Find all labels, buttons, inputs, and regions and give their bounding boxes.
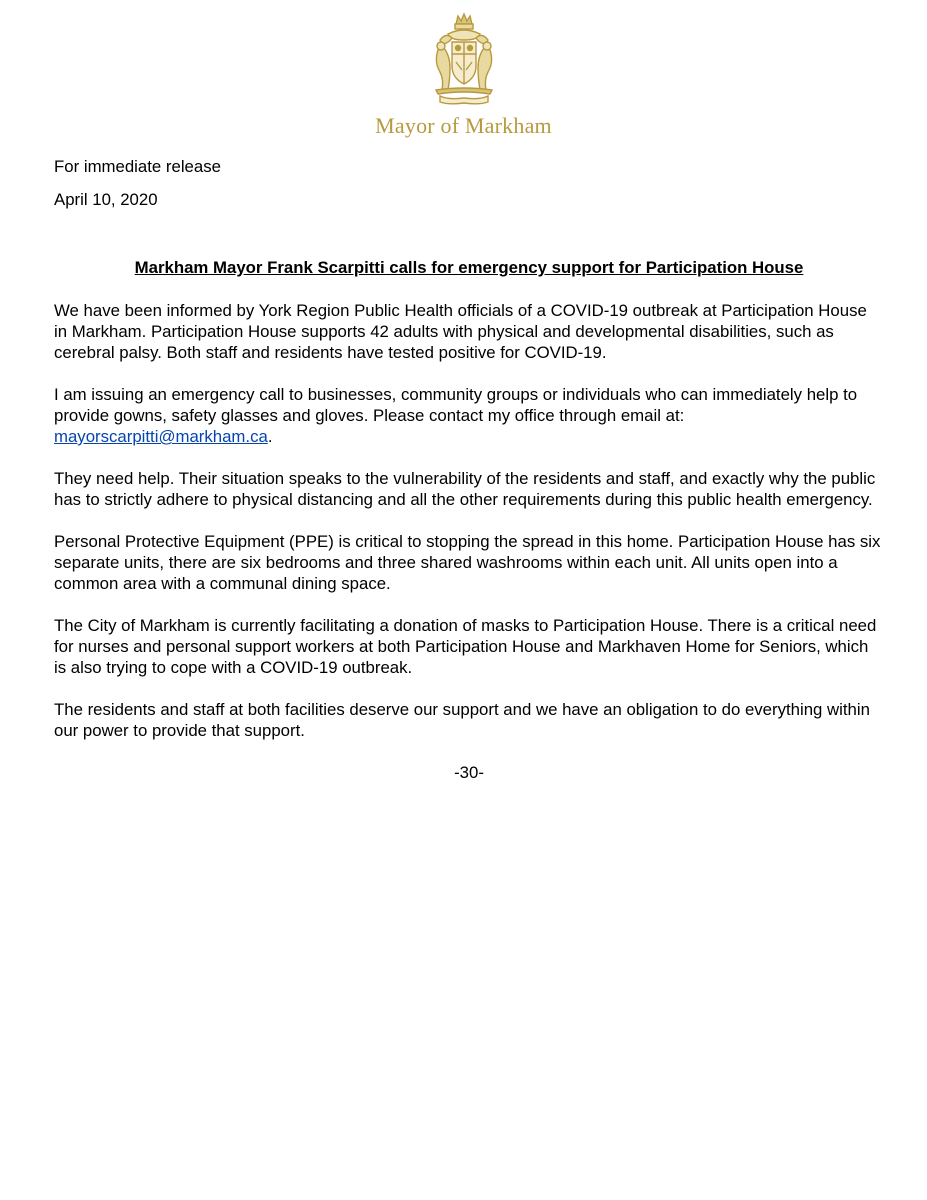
press-release-body bbox=[54, 156, 884, 783]
paragraph-1: We have been informed by York Region Public Health officials of a COVID-19 outbreak at Participation House in Markham. Participation House supports 42 adults with physical and developmental disabilities, such as cerebral palsy. Both staff and residents have tested positive for COVID-19. bbox=[54, 301, 867, 362]
release-label: For immediate release bbox=[54, 157, 221, 176]
paragraph-2 bbox=[54, 384, 884, 447]
paragraph-2-end: . bbox=[267, 427, 273, 446]
paragraph-2-text: I am issuing an emergency call to businesses, community groups or individuals who can immediately help to provide gowns, safety glasses and gloves. Please contact my office through email at: bbox=[54, 385, 858, 425]
email-link[interactable]: mayorscarpitti@markham.ca bbox=[54, 427, 268, 446]
coat-of-arms-icon bbox=[428, 10, 500, 106]
release-date: April 10, 2020 bbox=[54, 190, 158, 209]
paragraph-5: The City of Markham is currently facilitating a donation of masks to Participation House. There is a critical need for nurses and personal support workers at both Participation House and Markhaven Home for Seniors, which is also trying to cope with a COVID-19 outbreak. bbox=[54, 616, 877, 677]
paragraph-6: The residents and staff at both facilities deserve our support and we have an obligation to do everything within our power to provide that support. bbox=[54, 700, 870, 740]
masthead-title: Mayor of Markham bbox=[375, 113, 552, 138]
paragraph-3: They need help. Their situation speaks to the vulnerability of the residents and staff, and exactly why the public has to strictly adhere to physical distancing and all the other requirements during this public health emergency. bbox=[54, 469, 876, 509]
end-mark: -30- bbox=[454, 763, 484, 782]
headline: Markham Mayor Frank Scarpitti calls for emergency support for Participation House bbox=[134, 258, 804, 277]
paragraph-4: Personal Protective Equipment (PPE) is critical to stopping the spread in this home. Participation House has six separate units, there are six bedrooms and three shared washrooms within each unit. All units open into a common area with a communal dining space. bbox=[54, 532, 881, 593]
